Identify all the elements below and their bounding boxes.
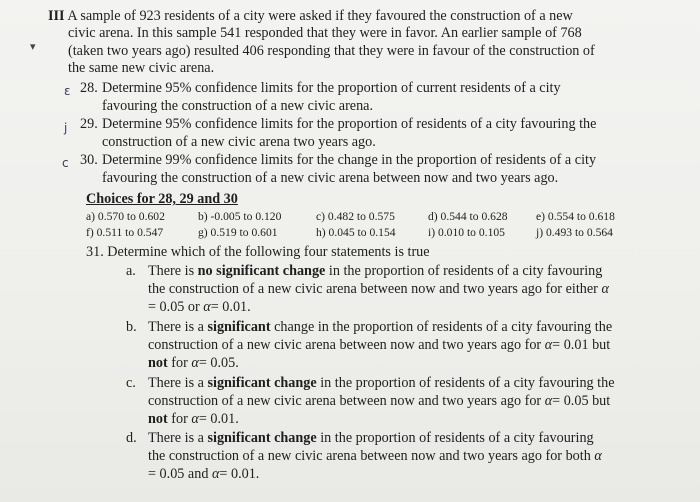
option-text: construction of a new civic arena between now and two years ago for <box>148 392 545 409</box>
alpha-symbol: α <box>203 298 211 315</box>
handwritten-mark: j <box>64 121 68 135</box>
option-emphasis: not <box>148 410 168 427</box>
alpha-symbol: α <box>544 392 553 409</box>
choice-i: i) 0.010 to 0.105 <box>428 226 505 239</box>
intro-line-2: civic arena. In this sample 541 responded that they were in favor. An earlier sample of 768 <box>68 25 582 42</box>
option-text: = 0.05 but <box>552 392 611 409</box>
handwritten-mark: ε <box>64 84 71 98</box>
option-text: = 0.01. <box>210 298 251 315</box>
option-text: for <box>167 410 192 427</box>
option-text: in the proportion of residents of a city favouring <box>316 430 594 446</box>
option-letter: a. <box>126 263 136 279</box>
intro-line-3: (taken two years ago) resulted 406 responding that they were in favour of the construction of <box>68 42 595 59</box>
alpha-symbol: α <box>191 354 199 371</box>
option-text: There is a <box>148 319 208 335</box>
question-text-line-1: Determine 95% confidence limits for the proportion of residents of a city favouring the <box>102 116 597 132</box>
question-text-line-1: Determine 99% confidence limits for the change in the proportion of residents of a city <box>102 152 597 168</box>
alpha-symbol: α <box>211 465 220 482</box>
option-letter: d. <box>126 430 137 446</box>
question-number: 28. <box>80 80 98 96</box>
choice-d: d) 0.544 to 0.628 <box>428 210 508 223</box>
question-text-line-2: construction of a new civic arena two years ago. <box>102 133 376 150</box>
choice-e: e) 0.554 to 0.618 <box>536 210 615 223</box>
choice-j: j) 0.493 to 0.564 <box>536 226 613 239</box>
section-number: III <box>48 8 65 24</box>
choice-a: a) 0.570 to 0.602 <box>86 210 165 223</box>
option-text: = 0.01. <box>219 465 260 482</box>
question-text-line-2: favouring the construction of a new civic arena between now and two years ago. <box>102 169 559 186</box>
option-text: There is <box>148 263 198 279</box>
choice-b: b) -0.005 to 0.120 <box>198 210 282 223</box>
option-text: in the proportion of residents of a city favouring <box>325 263 603 279</box>
question-number: 29. <box>80 116 98 132</box>
choice-g: g) 0.519 to 0.601 <box>198 226 278 239</box>
alpha-symbol: α <box>191 410 199 427</box>
alpha-symbol: α <box>601 280 609 297</box>
question-text-line-1: Determine 95% confidence limits for the proportion of current residents of a city <box>102 80 561 96</box>
option-text: construction of a new civic arena between now and two years ago for <box>148 336 545 353</box>
option-letter: b. <box>126 319 137 335</box>
question-31: 31. Determine which of the following four statements is true <box>86 244 430 260</box>
choice-h: h) 0.045 to 0.154 <box>316 226 396 239</box>
alpha-symbol: α <box>544 336 553 353</box>
handwritten-mark: c <box>62 156 69 170</box>
option-text: for <box>167 354 192 371</box>
intro-line-4: the same new civic arena. <box>68 60 215 77</box>
option-emphasis: significant <box>207 319 271 335</box>
option-text: = 0.05 and <box>148 465 212 482</box>
bullet-dot-icon: ▾ <box>30 41 36 53</box>
option-emphasis: significant change <box>207 375 317 391</box>
option-emphasis: not <box>148 354 168 371</box>
option-text: the construction of a new civic arena between now and two years ago for both <box>148 447 595 464</box>
option-text: = 0.05. <box>198 354 239 371</box>
option-text: = 0.01 but <box>552 336 611 353</box>
option-text: = 0.05 or <box>148 298 204 315</box>
choice-f: f) 0.511 to 0.547 <box>86 226 164 239</box>
problem-intro <box>48 8 678 78</box>
option-letter: c. <box>126 375 136 391</box>
option-text: = 0.01. <box>198 410 239 427</box>
alpha-symbol: α <box>594 447 602 464</box>
question-number: 30. <box>80 152 98 168</box>
choices-title: Choices for 28, 29 and 30 <box>86 191 238 207</box>
option-emphasis: no significant change <box>197 263 326 279</box>
option-text: change in the proportion of residents of a city favouring the <box>270 319 613 335</box>
intro-line-1: A sample of 923 residents of a city were asked if they favoured the construction of a new <box>64 8 573 24</box>
option-text: There is a <box>148 375 208 391</box>
option-text: There is a <box>148 430 208 446</box>
choice-c: c) 0.482 to 0.575 <box>316 210 395 223</box>
option-text: in the proportion of residents of a city favouring the <box>316 375 615 391</box>
option-emphasis: significant change <box>207 430 317 446</box>
question-text-line-2: favouring the construction of a new civic arena. <box>102 97 374 114</box>
option-text: the construction of a new civic arena between now and two years ago for either <box>148 280 602 297</box>
